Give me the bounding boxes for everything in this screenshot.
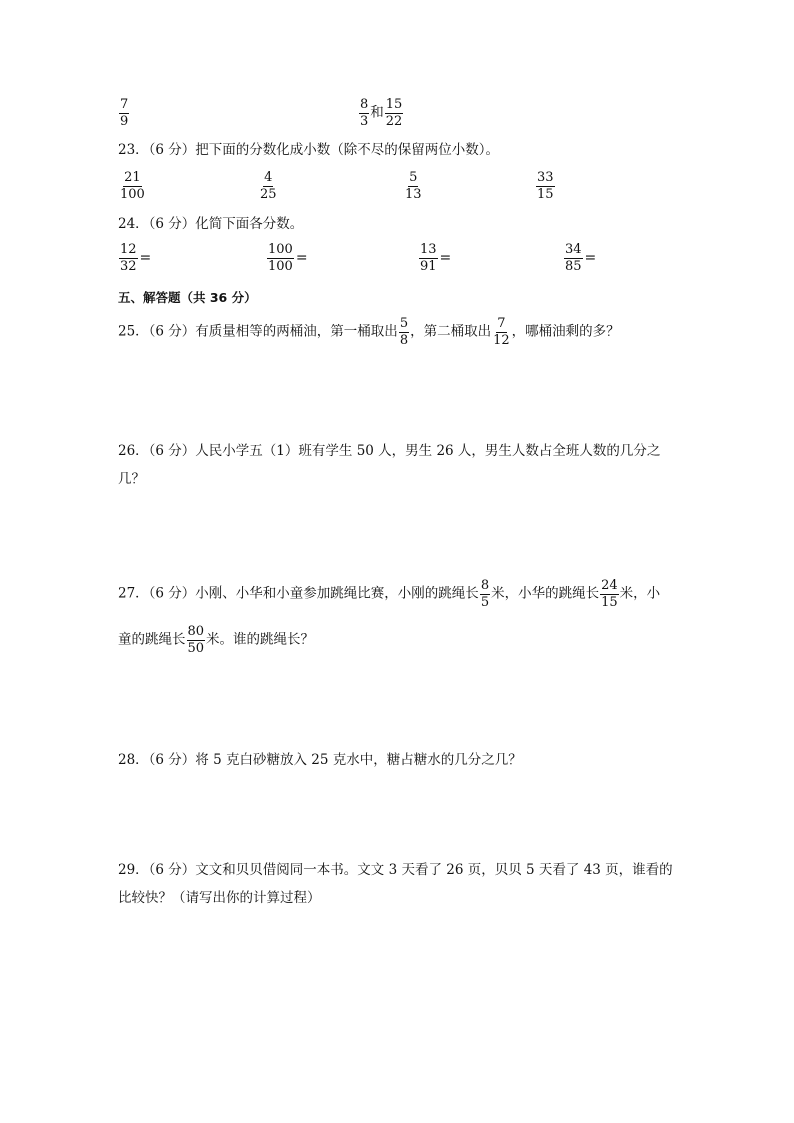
q23-text: 23．（6 分）把下面的分数化成小数（除不尽的保留两位小数）。 (118, 142, 500, 158)
q27-line-1: 27．（6 分）小刚、小华和小童参加跳绳比赛，小刚的跳绳长 $\frac{8}{5}$ 米，小华的跳绳长 $\frac{24}{15}$ 米，小 (118, 578, 661, 610)
q24-item-3: $\frac{13}{91}$ = (420, 242, 452, 274)
section-title: 五、解答题（共 36 分） (118, 290, 257, 305)
q24-item-4: $\frac{34}{85}$ = (565, 242, 597, 274)
connector-he: 和 (370, 104, 384, 121)
q25: 25．（6 分）有质量相等的两桶油，第一桶取出 $\frac{5}{8}$ ，第二桶取出 $\frac{7}{12}$ ，哪桶油剩的多？ (118, 316, 620, 348)
q24-text: 24．（6 分）化简下面各分数。 (118, 216, 304, 232)
q26-line-2: 几？ (118, 471, 145, 487)
q26-line-1: 26．（6 分）人民小学五（1）班有学生 50 人，男生 26 人，男生人数占全班人数的几分之 (118, 443, 661, 459)
fraction-7-9: $\frac{7}{9}$ (120, 97, 129, 129)
fraction-pair: $\frac{8}{3}$ 和 $\frac{15}{22}$ (360, 97, 403, 129)
q23-fraction-1: $\frac{21}{100}$ (120, 170, 145, 202)
q24-item-2: $\frac{100}{100}$ = (268, 242, 308, 274)
q28-text: 28．（6 分）将 5 克白砂糖放入 25 克水中，糖占糖水的几分之几？ (118, 752, 522, 768)
q29-line-2: 比较快？（请写出你的计算过程） (118, 890, 321, 906)
q24-item-1: $\frac{12}{32}$ = (120, 242, 152, 274)
q29-line-1: 29．（6 分）文文和贝贝借阅同一本书。文文 3 天看了 26 页，贝贝 5 天看了 43 页，谁看的 (118, 862, 673, 878)
q23-fraction-2: $\frac{4}{25}$ (260, 170, 277, 202)
q23-fraction-3: $\frac{5}{13}$ (405, 170, 422, 202)
q27-line-2: 童的跳绳长 $\frac{80}{50}$ 米。谁的跳绳长？ (118, 624, 315, 656)
q23-fraction-4: $\frac{33}{15}$ (537, 170, 554, 202)
